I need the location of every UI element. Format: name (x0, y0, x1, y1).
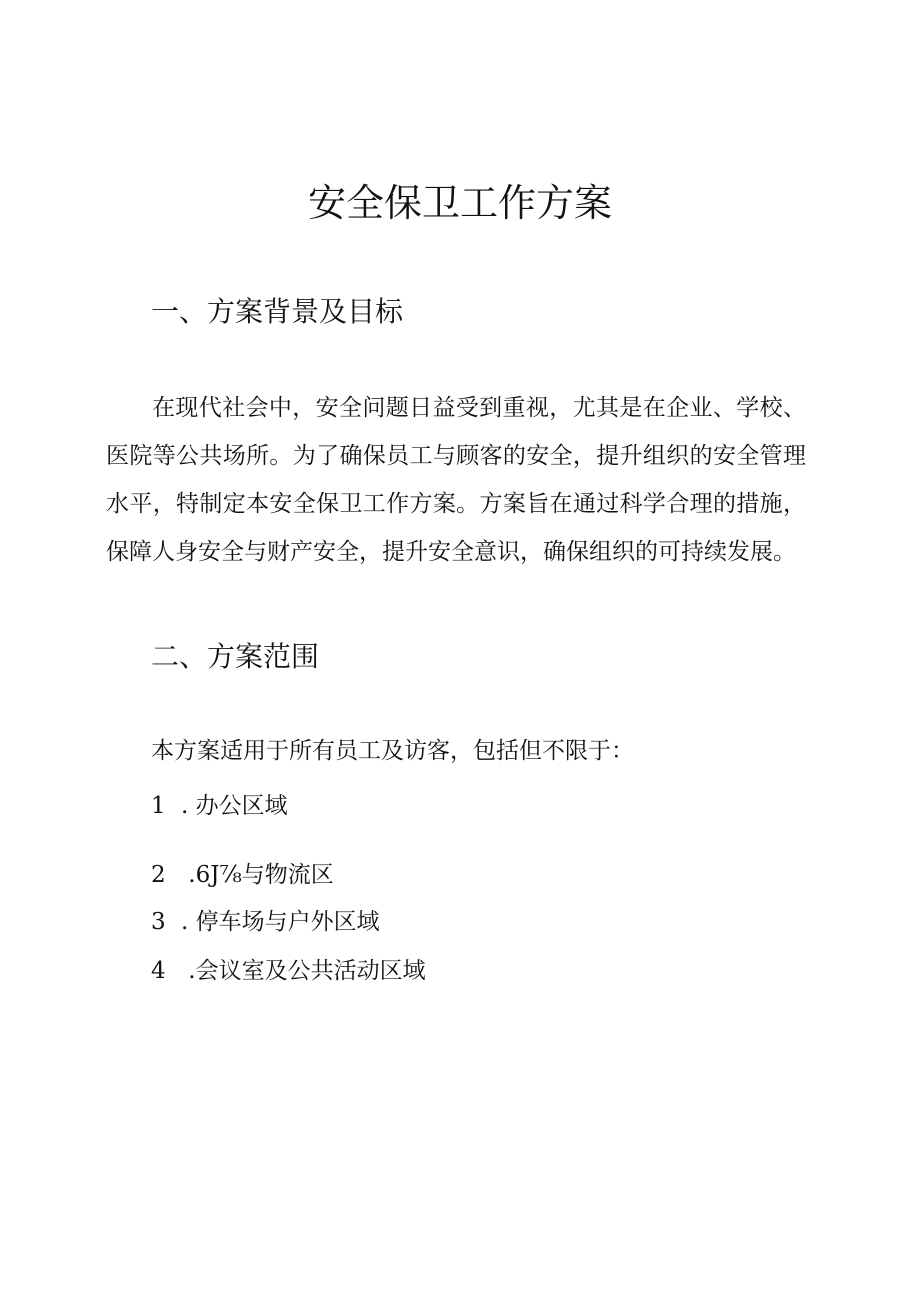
list-item-number: 3 (151, 909, 166, 935)
list-item-text: .会议室及公共活动区域 (181, 958, 426, 984)
list-item-number: 4 (151, 958, 166, 984)
list-item (151, 857, 334, 893)
list-item (151, 788, 288, 824)
list-item (151, 904, 380, 940)
list-item-text: .6J⅞与物流区 (181, 862, 334, 888)
section-heading-scope: 二、方案范围 (151, 640, 320, 673)
background-paragraph: 在现代社会中，安全问题日益受到重视，尤其是在企业、学校、医院等公共场所。为了确保员工与顾客的安全，提升组织的安全管理水平，特制定本安全保卫工作方案。方案旨在通过科学合理的措施，保障人身安全与财产安全，提升安全意识，确保组织的可持续发展。 (106, 395, 806, 565)
list-item-number: 2 (151, 862, 166, 888)
scope-intro: 本方案适用于所有员工及访客，包括但不限于： (151, 738, 634, 764)
document-title: 安全保卫工作方案 (307, 181, 612, 225)
section-heading-background: 一、方案背景及目标 (151, 295, 404, 328)
list-item-text: . 办公区域 (181, 793, 288, 819)
list-item-text: . 停车场与户外区域 (181, 909, 380, 935)
list-item (151, 953, 426, 989)
list-item-number: 1 (151, 793, 166, 819)
